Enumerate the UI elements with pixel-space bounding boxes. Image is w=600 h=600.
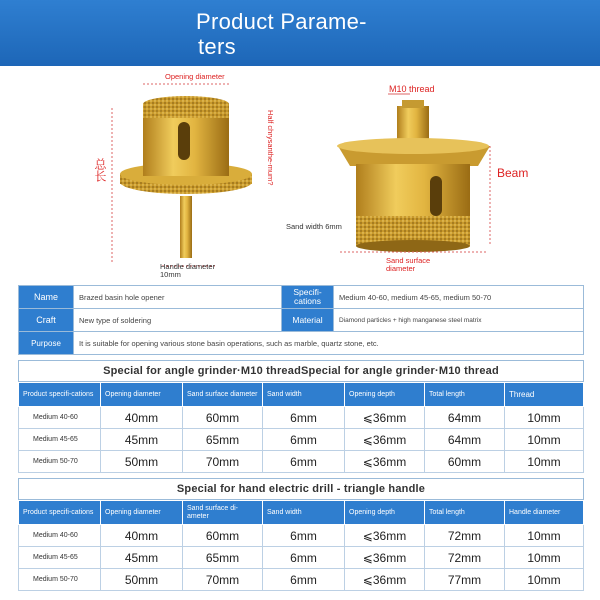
table-cell: 10mm bbox=[505, 569, 584, 591]
table1-header: Thread bbox=[505, 383, 584, 407]
table-cell: Medium 40-60 bbox=[19, 407, 101, 429]
table-row bbox=[19, 407, 584, 429]
material-label: Material bbox=[282, 309, 334, 332]
craft-value: New type of soldering bbox=[74, 309, 282, 332]
label-sand-width: Sand width 6mm bbox=[286, 222, 342, 231]
table1-header: Sand width bbox=[263, 383, 345, 407]
table-cell: ⩽36mm bbox=[345, 569, 425, 591]
table2-header: Handle diameter bbox=[505, 501, 584, 525]
table-cell: 45mm bbox=[101, 547, 183, 569]
table2-header: Total length bbox=[425, 501, 505, 525]
label-handle-diameter-line2: 10mm bbox=[160, 270, 181, 279]
label-m10-thread: M10 thread bbox=[389, 84, 435, 94]
page-title bbox=[196, 9, 367, 59]
table-cell: Medium 40-60 bbox=[19, 525, 101, 547]
title-line-1: Product Parame- bbox=[196, 9, 367, 34]
table-cell: 6mm bbox=[263, 525, 345, 547]
purpose-value: It is suitable for opening various stone basin operations, such as marble, quartz stone, etc. bbox=[74, 332, 584, 355]
info-row-craft bbox=[19, 309, 584, 332]
table2-header: Sand surface di-ameter bbox=[183, 501, 263, 525]
table-cell: 10mm bbox=[505, 429, 584, 451]
table-cell: ⩽36mm bbox=[345, 407, 425, 429]
name-value: Brazed basin hole opener bbox=[74, 286, 282, 309]
label-sand-surface-line1: Sand surface bbox=[386, 256, 431, 265]
table-cell: 65mm bbox=[183, 429, 263, 451]
table-cell: ⩽36mm bbox=[345, 547, 425, 569]
product-photos bbox=[0, 66, 600, 284]
table-cell: 10mm bbox=[505, 547, 584, 569]
purpose-label: Purpose bbox=[19, 332, 74, 355]
hand-drill-spec-table bbox=[18, 500, 584, 591]
table-cell: 65mm bbox=[183, 547, 263, 569]
table-cell: 45mm bbox=[101, 429, 183, 451]
specifications-value: Medium 40-60, medium 45-65, medium 50-70 bbox=[334, 286, 584, 309]
info-row-name bbox=[19, 286, 584, 309]
table-cell: 70mm bbox=[183, 451, 263, 473]
table-cell: Medium 45-65 bbox=[19, 429, 101, 451]
table-cell: ⩽36mm bbox=[345, 525, 425, 547]
table-cell: 77mm bbox=[425, 569, 505, 591]
table-cell: 60mm bbox=[425, 451, 505, 473]
table-row bbox=[19, 451, 584, 473]
label-handle-diameter bbox=[160, 263, 215, 279]
right-bit-image bbox=[337, 100, 490, 252]
hand-drill-spec-title: Special for hand electric drill - triangle handle bbox=[18, 478, 584, 500]
label-beam: Beam bbox=[497, 166, 529, 180]
label-total-length: 总长 bbox=[93, 158, 107, 182]
table-cell: 72mm bbox=[425, 547, 505, 569]
table-cell: 50mm bbox=[101, 569, 183, 591]
table-cell: 6mm bbox=[263, 429, 345, 451]
name-label: Name bbox=[19, 286, 74, 309]
table2-header: Product specifi-cations bbox=[19, 501, 101, 525]
table-cell: 10mm bbox=[505, 407, 584, 429]
table-cell: 60mm bbox=[183, 407, 263, 429]
table-cell: 64mm bbox=[425, 429, 505, 451]
table-cell: 10mm bbox=[505, 525, 584, 547]
table2-header: Opening depth bbox=[345, 501, 425, 525]
table-cell: 6mm bbox=[263, 569, 345, 591]
table-cell: Medium 45-65 bbox=[19, 547, 101, 569]
label-sand-surface-diameter bbox=[386, 257, 430, 273]
table-cell: Medium 50-70 bbox=[19, 451, 101, 473]
angle-grinder-spec-title: Special for angle grinder·M10 threadSpecial for angle grinder·M10 thread bbox=[18, 360, 584, 382]
label-opening-diameter: Opening diameter bbox=[165, 72, 225, 81]
table1-header-row bbox=[19, 383, 584, 407]
table2-header: Sand width bbox=[263, 501, 345, 525]
table-cell: ⩽36mm bbox=[345, 429, 425, 451]
table-cell: 70mm bbox=[183, 569, 263, 591]
table-cell: Medium 50-70 bbox=[19, 569, 101, 591]
label-handle-diameter-line1: Handle diameter bbox=[160, 262, 216, 271]
table-row bbox=[19, 525, 584, 547]
table-row bbox=[19, 429, 584, 451]
left-bit-image bbox=[120, 96, 252, 258]
material-value: Diamond particles + high manganese steel matrix bbox=[334, 309, 584, 332]
craft-label: Craft bbox=[19, 309, 74, 332]
table2-header: Opening diameter bbox=[101, 501, 183, 525]
table-cell: 40mm bbox=[101, 407, 183, 429]
table-row bbox=[19, 569, 584, 591]
table-cell: 50mm bbox=[101, 451, 183, 473]
table1-header: Sand surface diameter bbox=[183, 383, 263, 407]
label-sand-surface-line2: diameter bbox=[386, 264, 416, 273]
specifications-label: Specifi-cations bbox=[282, 286, 334, 309]
table-cell: 10mm bbox=[505, 451, 584, 473]
label-half-chrysanthemum: Half chrysanthe-mum? bbox=[266, 110, 275, 186]
table1-header: Total length bbox=[425, 383, 505, 407]
table-cell: 72mm bbox=[425, 525, 505, 547]
product-info-table bbox=[18, 285, 584, 355]
table-cell: 6mm bbox=[263, 547, 345, 569]
table-cell: ⩽36mm bbox=[345, 451, 425, 473]
table-cell: 64mm bbox=[425, 407, 505, 429]
hand-drill-spec-section bbox=[18, 478, 584, 591]
table-cell: 60mm bbox=[183, 525, 263, 547]
table-cell: 40mm bbox=[101, 525, 183, 547]
table-cell: 6mm bbox=[263, 451, 345, 473]
header-banner bbox=[0, 0, 600, 66]
angle-grinder-spec-section bbox=[18, 360, 584, 473]
table1-header: Product specifi-cations bbox=[19, 383, 101, 407]
table2-header-row bbox=[19, 501, 584, 525]
table1-header: Opening diameter bbox=[101, 383, 183, 407]
table1-header: Opening depth bbox=[345, 383, 425, 407]
info-row-purpose bbox=[19, 332, 584, 355]
angle-grinder-spec-table bbox=[18, 382, 584, 473]
table-cell: 6mm bbox=[263, 407, 345, 429]
table-row bbox=[19, 547, 584, 569]
title-line-2: ters bbox=[198, 34, 236, 59]
